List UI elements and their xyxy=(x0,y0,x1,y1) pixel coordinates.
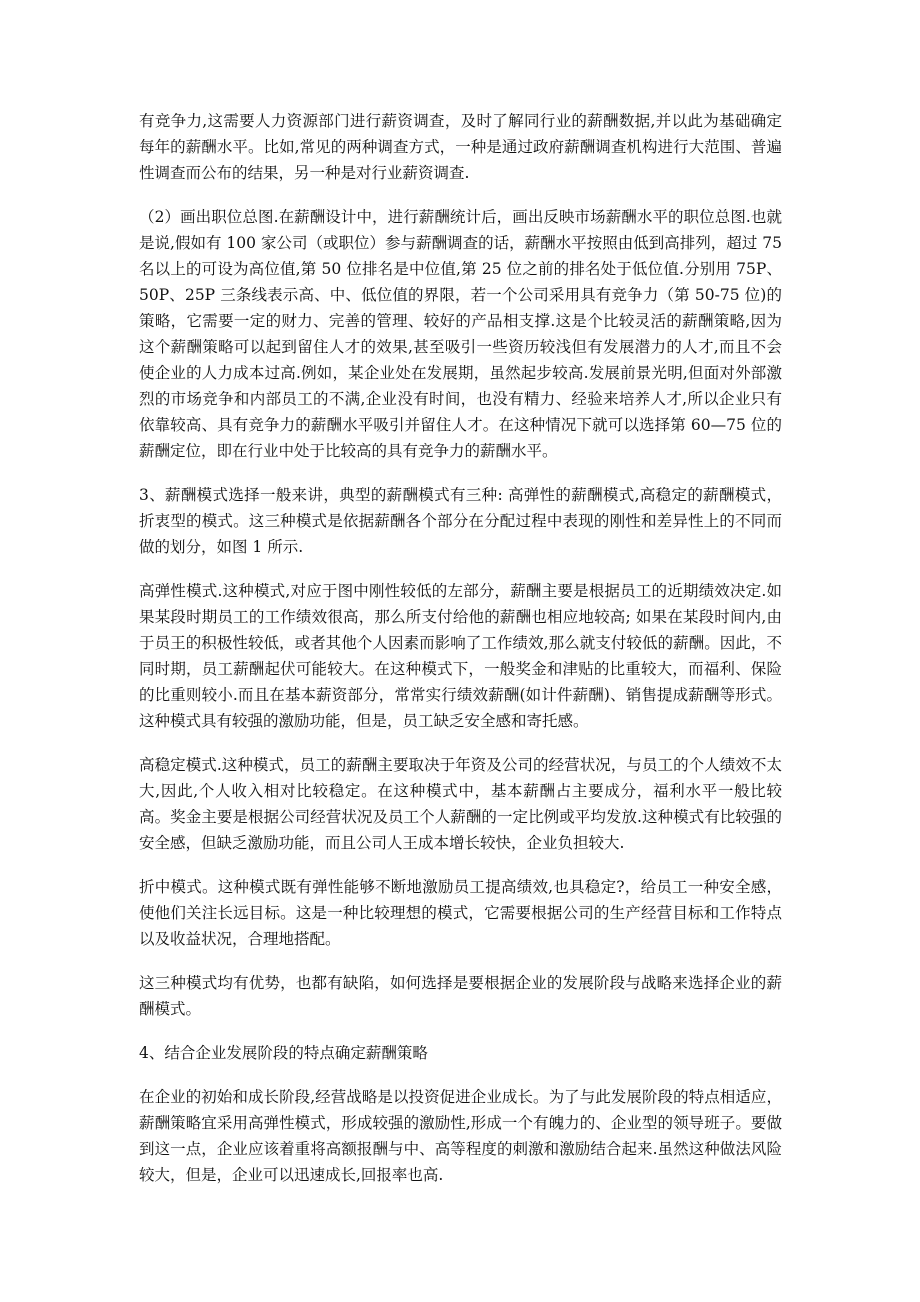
paragraph-position-chart: （2）画出职位总图.在薪酬设计中，进行薪酬统计后，画出反映市场薪酬水平的职位总图.也就是说,假如有 100 家公司（或职位）参与薪酬调查的话，薪酬水平按照由低到高排列，超过 75 名以上的可设为高位值,第 50 位排名是中位值,第 25 位之前的排名处于低位值.分别用 75P、50P、25P 三条线表示高、中、低位值的界限，若一个公司采用具有竞争力（第 50-75 位)的策略，它需要一定的财力、完善的管理、较好的产品相支撑.这是个比较灵活的薪酬策略,因为这个薪酬策略可以起到留住人才的效果,甚至吸引一些资历较浅但有发展潜力的人才,而且不会使企业的人力成本过高.例如，某企业处在发展期，虽然起步较高.发展前景光明,但面对外部激烈的市场竞争和内部员工的不满,企业没有时间，也没有精力、经验来培养人才,所以企业只有依靠较高、具有竞争力的薪酬水平吸引并留住人才。在这种情况下就可以选择第 60—75 位的薪酬定位，即在行业中处于比较高的具有竞争力的薪酬水平。 xyxy=(139,208,782,460)
paragraph-high-elasticity-model: 高弹性模式.这种模式,对应于图中刚性较低的左部分，薪酬主要是根据员工的近期绩效决定.如果某段时期员工的工作绩效很高，那么所支付给他的薪酬也相应地较高; 如果在某段时间内,由于员王的积极性较低，或者其他个人因素而影响了工作绩效,那么就支付较低的薪酬。因此，不同时期，员工薪酬起伏可能较大。在这种模式下，一般奖金和津贴的比重较大，而福利、保险的比重则较小.而且在基本薪资部分，常常实行绩效薪酬(如计件薪酬)、销售提成薪酬等形式。这种模式具有较强的激励功能，但是，员工缺乏安全感和寄托感。 xyxy=(139,582,782,730)
paragraph-model-summary: 这三种模式均有优势，也都有缺陷，如何选择是要根据企业的发展阶段与战略来选择企业的薪酬模式。 xyxy=(139,974,782,1018)
paragraph-growth-stage-strategy: 在企业的初始和成长阶段,经营战略是以投资促进企业成长。为了与此发展阶段的特点相适应，薪酬策略宜采用高弹性模式，形成较强的激励性,形成一个有魄力的、企业型的领导班子。要做到这一点，企业应该着重将高额报酬与中、高等程度的刺激和激励结合起来.虽然这种做法风险较大，但是，企业可以迅速成长,回报率也高. xyxy=(139,1088,782,1184)
paragraph-salary-survey: 有竞争力,这需要人力资源部门进行薪资调查，及时了解同行业的薪酬数据,并以此为基础确定每年的薪酬水平。比如,常见的两种调查方式，一种是通过政府薪酬调查机构进行大范围、普遍性调查而公布的结果，另一种是对行业薪资调查. xyxy=(139,112,782,182)
section-heading-development-stage: 4、结合企业发展阶段的特点确定薪酬策略 xyxy=(139,1044,428,1062)
paragraph-salary-model-selection: 3、薪酬模式选择一般来讲，典型的薪酬模式有三种: 高弹性的薪酬模式,高稳定的薪酬模式，折衷型的模式。这三种模式是依据薪酬各个部分在分配过程中表现的刚性和差异性上的不同而做的划分，如图 1 所示. xyxy=(139,486,782,556)
paragraph-compromise-model: 折中模式。这种模式既有弹性能够不断地激励员工提高绩效,也具稳定?，给员工一种安全感，使他们关注长远目标。这是一种比较理想的模式，它需要根据公司的生产经营目标和工作特点以及收益状况，合理地搭配。 xyxy=(139,878,782,948)
paragraph-high-stability-model: 高稳定模式.这种模式，员工的薪酬主要取决于年资及公司的经营状况，与员工的个人绩效不太大,因此,个人收入相对比较稳定。在这种模式中，基本薪酬占主要成分，福利水平一般比较高。奖金主要是根据公司经营状况及员工个人薪酬的一定比例或平均发放.这种模式有比较强的安全感，但缺乏激励功能，而且公司人王成本增长较快，企业负担较大. xyxy=(139,756,782,852)
